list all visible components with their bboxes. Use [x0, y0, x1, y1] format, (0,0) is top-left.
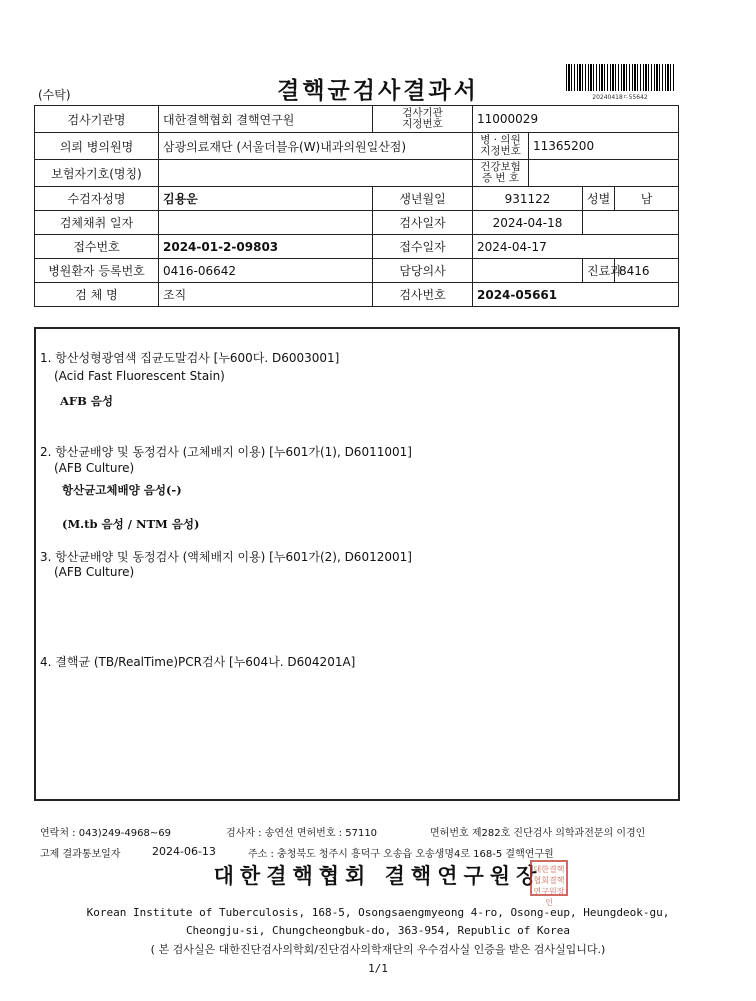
health-cert-value [529, 160, 679, 187]
result-item-2-subtitle: (AFB Culture) [54, 461, 135, 475]
sex-value: 남 [615, 187, 679, 211]
barcode-number: 20240418ㄷ55642 [592, 94, 648, 101]
result-item-1-value: AFB 음성 [60, 394, 114, 408]
test-no-value: 2024-05661 [473, 283, 679, 307]
results-box [34, 327, 680, 801]
lab-code-label: 검사기관 지정번호 [373, 106, 473, 133]
collect-date-label: 검체채취 일자 [35, 211, 159, 235]
inspector-text: 검사자 : 송연선 면허번호 : 57110 [226, 828, 378, 839]
doctor-value [473, 259, 583, 283]
lab-name-value: 대한결핵협회 결핵연구원 [159, 106, 373, 133]
contact-text: 연락처 : 043)249-4968~69 [40, 828, 171, 839]
hospital-patient-no-value: 0416-06642 [159, 259, 373, 283]
patient-label: 수검자성명 [35, 187, 159, 211]
collect-date-value [159, 211, 373, 235]
result-item-2-value: 항산균고체배양 음성(-) [62, 483, 182, 497]
reception-date-value: 2024-04-17 [473, 235, 679, 259]
result-item-2-detail: (M.tb 음성 / NTM 음성) [62, 517, 200, 531]
reception-no-value: 2024-01-2-09803 [159, 235, 373, 259]
test-date-label: 검사일자 [373, 211, 473, 235]
report-date-label: 고제 결과통보일자 [40, 849, 121, 860]
dept-label: 진료과 [583, 259, 615, 283]
specimen-label: 검 체 명 [35, 283, 159, 307]
test-date-value: 2024-04-18 [473, 211, 583, 235]
certification-note: ( 본 검사실은 대한진단검사의학회/진단검사의학재단의 우수검사실 인증을 받은 검사실입니다.) [150, 943, 606, 956]
english-address-line-2: Cheongju-si, Chungcheongbuk-do, 363-954, Republic of Korea [185, 924, 571, 937]
clinic-code-label: 병 · 의원 지정번호 [473, 133, 529, 160]
patient-value: 김용운 [159, 187, 373, 211]
reception-date-label: 접수일자 [373, 235, 473, 259]
result-item-1-subtitle: (Acid Fast Fluorescent Stain) [54, 369, 225, 383]
specimen-value: 조직 [159, 283, 373, 307]
clinic-value: 삼광의료재단 (서울더블유(W)내과의원일산점) [159, 133, 473, 160]
result-item-1-title: 1. 항산성형광염색 집균도말검사 [누600다. D6003001] [40, 351, 340, 365]
director-text: 면허번호 제282호 진단검사 의학과전문의 이경인 [430, 828, 646, 839]
dept-value: 8416 [615, 259, 679, 283]
english-address-line-1: Korean Institute of Tuberculosis, 168-5, Osongsaengmyeong 4-ro, Osong-eup, Heungdeok-gu, [86, 906, 670, 919]
dob-value: 931122 [473, 187, 583, 211]
hospital-patient-no-label: 병원환자 등록번호 [35, 259, 159, 283]
info-table [34, 105, 679, 307]
clinic-label: 의뢰 병의원명 [35, 133, 159, 160]
lab-code-value: 11000029 [473, 106, 679, 133]
page-number: 1/1 [368, 962, 388, 975]
barcode [566, 64, 674, 91]
official-seal: 대한결핵협회결핵연구원장인 [530, 860, 568, 896]
result-item-4-title: 4. 결핵균 (TB/RealTime)PCR검사 [누604나. D604201A] [40, 655, 356, 669]
organization-name: 대한결핵협회 결핵연구원장 [213, 863, 543, 888]
clinic-code-value: 11365200 [529, 133, 679, 160]
result-item-2-title: 2. 항산균배양 및 동정검사 (고체배지 이용) [누601가(1), D6011001] [40, 445, 412, 459]
report-date-value: 2024-06-13 [152, 845, 216, 858]
empty-cell [583, 211, 679, 235]
test-no-label: 검사번호 [373, 283, 473, 307]
document-title: 결핵균검사결과서 [277, 77, 479, 104]
insurance-label: 보험자기호(명칭) [35, 160, 159, 187]
insurance-value [159, 160, 473, 187]
reception-no-label: 접수번호 [35, 235, 159, 259]
result-item-3-title: 3. 항산균배양 및 동정검사 (액체배지 이용) [누601가(2), D6012001] [40, 550, 412, 564]
copy-label: (수탁) [38, 88, 71, 102]
health-cert-label: 건강보험 증 번 호 [473, 160, 529, 187]
doctor-label: 담당의사 [373, 259, 473, 283]
sex-label: 성별 [583, 187, 615, 211]
result-item-3-subtitle: (AFB Culture) [54, 565, 135, 579]
address-text: 주소 : 충청북도 청주시 흥덕구 오송읍 오송생명4로 168-5 결핵연구원 [248, 849, 554, 860]
dob-label: 생년월일 [373, 187, 473, 211]
lab-name-label: 검사기관명 [35, 106, 159, 133]
